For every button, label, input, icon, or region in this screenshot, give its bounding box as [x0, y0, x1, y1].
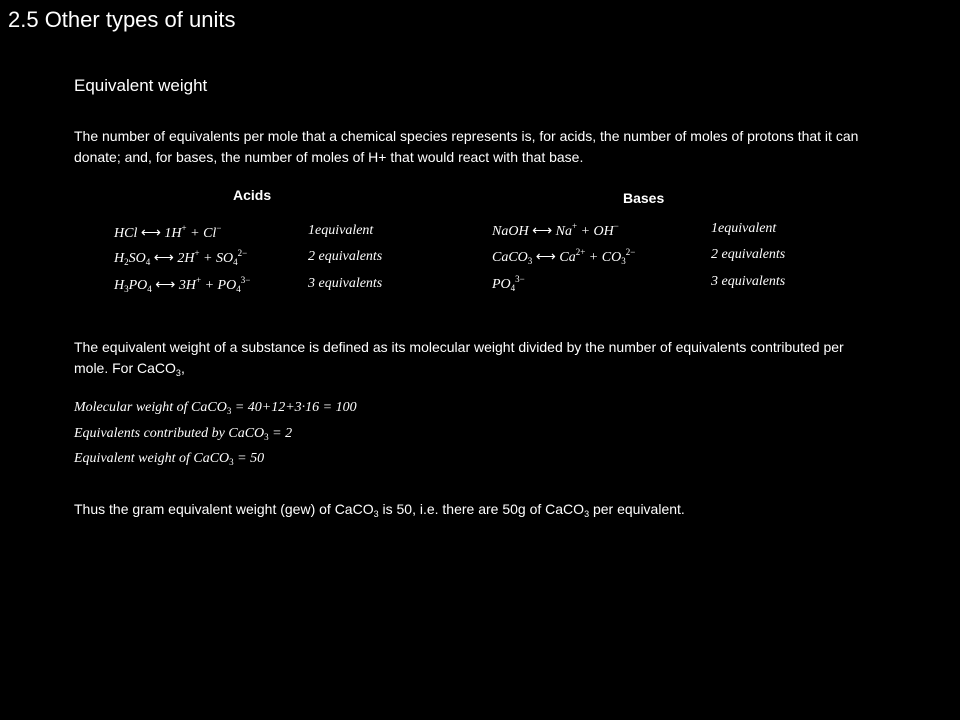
calc-equivalent-weight: Equivalent weight of CaCO$_3$ = 50 [74, 451, 265, 467]
acid-equation-2: $H_2SO_4$ ⟷ $2H^+ + SO_4^{2-}$ [114, 248, 248, 267]
conclusion-paragraph: Thus the gram equivalent weight (gew) of CaCO$_3$ is 50, i.e. there are 50g of CaCO$_3$ per equivalent. [74, 501, 685, 519]
bases-header: Bases [623, 190, 665, 206]
base-equivalents-1: 1equivalent [711, 221, 777, 236]
definition-paragraph: The equivalent weight of a substance is defined as its molecular weight divided by the number of equivalents contributed per mole. For CaCO$_3$, [74, 339, 844, 378]
base-equation-1: NaOH ⟷ Na+ + OH− [492, 221, 619, 239]
base-equivalents-2: 2 equivalents [711, 247, 786, 262]
calc-equivalents: Equivalents contributed by CaCO$_3$ = 2 [74, 426, 293, 442]
base-equation-3: $PO_4^{3-}$ [492, 274, 525, 293]
acid-equivalents-2: 2 equivalents [308, 249, 383, 264]
acids-header: Acids [233, 187, 272, 203]
calc-molecular-weight: Molecular weight of CaCO$_3$ = 40+12+3·16 = 100 [74, 400, 357, 416]
intro-paragraph: The number of equivalents per mole that a chemical species represents is, for acids, the number of moles of protons that it can donate; and, for bases, the number of moles of H+ that would react with that base. [74, 128, 859, 165]
slide-title: 2.5 Other types of units [8, 7, 236, 32]
acid-equivalents-1: 1equivalent [308, 223, 374, 238]
base-equation-2: CaCO$_3$ ⟷ $Ca^{2+} + CO_3^{2-}$ [492, 247, 636, 266]
acid-equation-3: $H_3PO_4$ ⟷ $3H^+ + PO_4^{3-}$ [114, 275, 251, 294]
acid-equivalents-3: 3 equivalents [308, 276, 383, 291]
base-equivalents-3: 3 equivalents [711, 274, 786, 289]
acid-equation-1: HCl ⟷ 1H+ + Cl− [114, 223, 222, 241]
section-heading: Equivalent weight [74, 76, 208, 95]
